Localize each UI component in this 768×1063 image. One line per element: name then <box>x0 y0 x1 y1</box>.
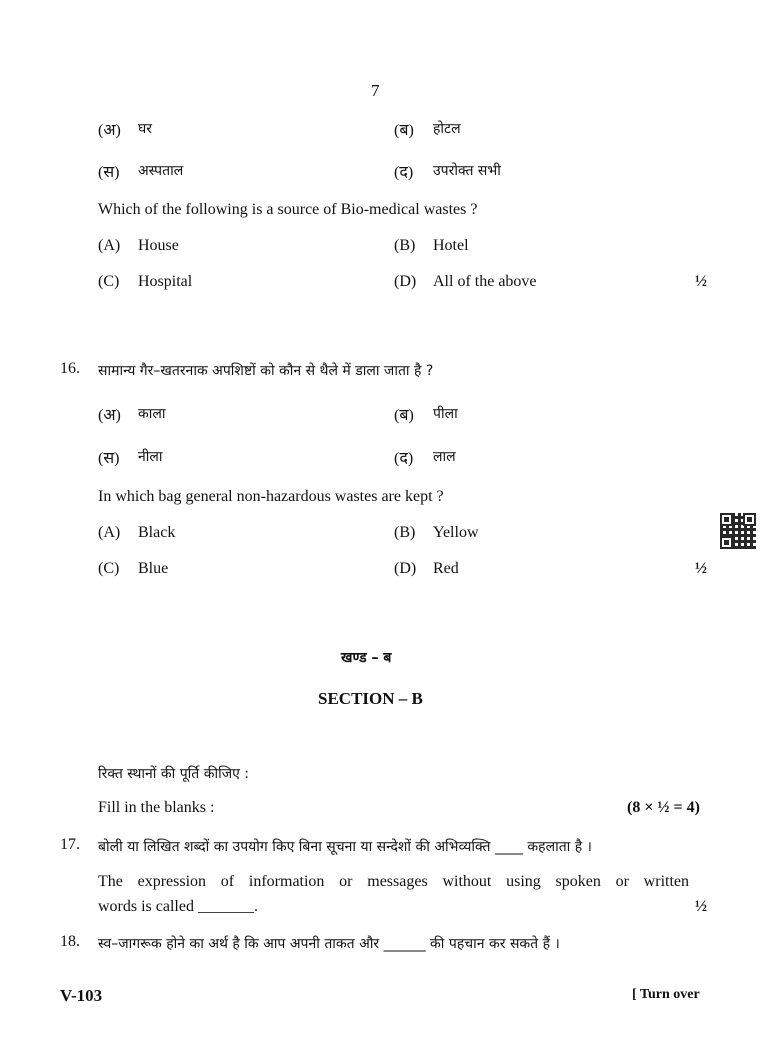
option-label: (B) <box>394 237 416 254</box>
option-label: (D) <box>394 560 417 577</box>
page-number: 7 <box>371 81 380 100</box>
option-label: (द) <box>394 450 414 467</box>
option-label: (D) <box>394 273 417 290</box>
option-text: Black <box>138 524 176 541</box>
question-number: 18. <box>60 933 80 950</box>
q15-english-question: Which of the following is a source of Bio-medical wastes ? <box>98 201 478 218</box>
q17-english-line1: The expression of information or messages without using spoken or written <box>98 873 689 890</box>
marks: ½ <box>695 898 707 915</box>
q18-hindi-question: स्व–जागरूक होने का अर्थ है कि आप अपनी ताकत और ______ की पहचान कर सकते हैं । <box>98 936 560 952</box>
option-label: (अ) <box>98 122 121 139</box>
marks: ½ <box>695 273 707 290</box>
q16-english-question: In which bag general non-hazardous wastes are kept ? <box>98 488 444 505</box>
question-number: 16. <box>60 360 80 377</box>
option-label: (स) <box>98 164 120 181</box>
option-label: (द) <box>394 164 414 181</box>
option-label: (ब) <box>394 122 414 139</box>
option-text: उपरोक्त सभी <box>433 163 501 179</box>
section-marks: (8 × ½ = 4) <box>627 799 700 816</box>
q16-hindi-question: सामान्य गैर–खतरनाक अपशिष्टों को कौन से थैले में डाला जाता है ? <box>98 363 434 379</box>
q17-english-line2: words is called _______. <box>98 898 258 915</box>
option-text: काला <box>138 406 166 422</box>
option-label: (अ) <box>98 407 121 424</box>
option-text: Yellow <box>433 524 479 541</box>
option-text: House <box>138 237 179 254</box>
option-text: नीला <box>138 449 163 465</box>
option-label: (A) <box>98 237 121 254</box>
option-label: (ब) <box>394 407 414 424</box>
option-text: लाल <box>433 449 456 465</box>
paper-code: V-103 <box>60 986 103 1005</box>
section-title-english: SECTION – B <box>318 689 423 708</box>
section-title-hindi: खण्ड – ब <box>341 650 392 666</box>
marks: ½ <box>695 560 707 577</box>
question-number: 17. <box>60 836 80 853</box>
option-text: Hotel <box>433 237 469 254</box>
option-text: Red <box>433 560 459 577</box>
option-label: (A) <box>98 524 121 541</box>
option-text: All of the above <box>433 273 537 290</box>
option-label: (C) <box>98 273 120 290</box>
qr-code-icon <box>720 513 756 549</box>
option-text: अस्पताल <box>138 163 184 179</box>
q17-hindi-question: बोली या लिखित शब्दों का उपयोग किए बिना सूचना या सन्देशों की अभिव्यक्ति ____ कहलाता है । <box>98 839 592 855</box>
option-text: घर <box>138 121 152 137</box>
option-text: पीला <box>433 406 458 422</box>
instruction-english: Fill in the blanks : <box>98 799 215 816</box>
option-text: होटल <box>433 121 461 137</box>
turn-over: [ Turn over <box>632 987 700 1002</box>
option-text: Hospital <box>138 273 193 290</box>
option-label: (B) <box>394 524 416 541</box>
instruction-hindi: रिक्त स्थानों की पूर्ति कीजिए : <box>98 766 250 782</box>
option-text: Blue <box>138 560 169 577</box>
option-label: (स) <box>98 450 120 467</box>
option-label: (C) <box>98 560 120 577</box>
